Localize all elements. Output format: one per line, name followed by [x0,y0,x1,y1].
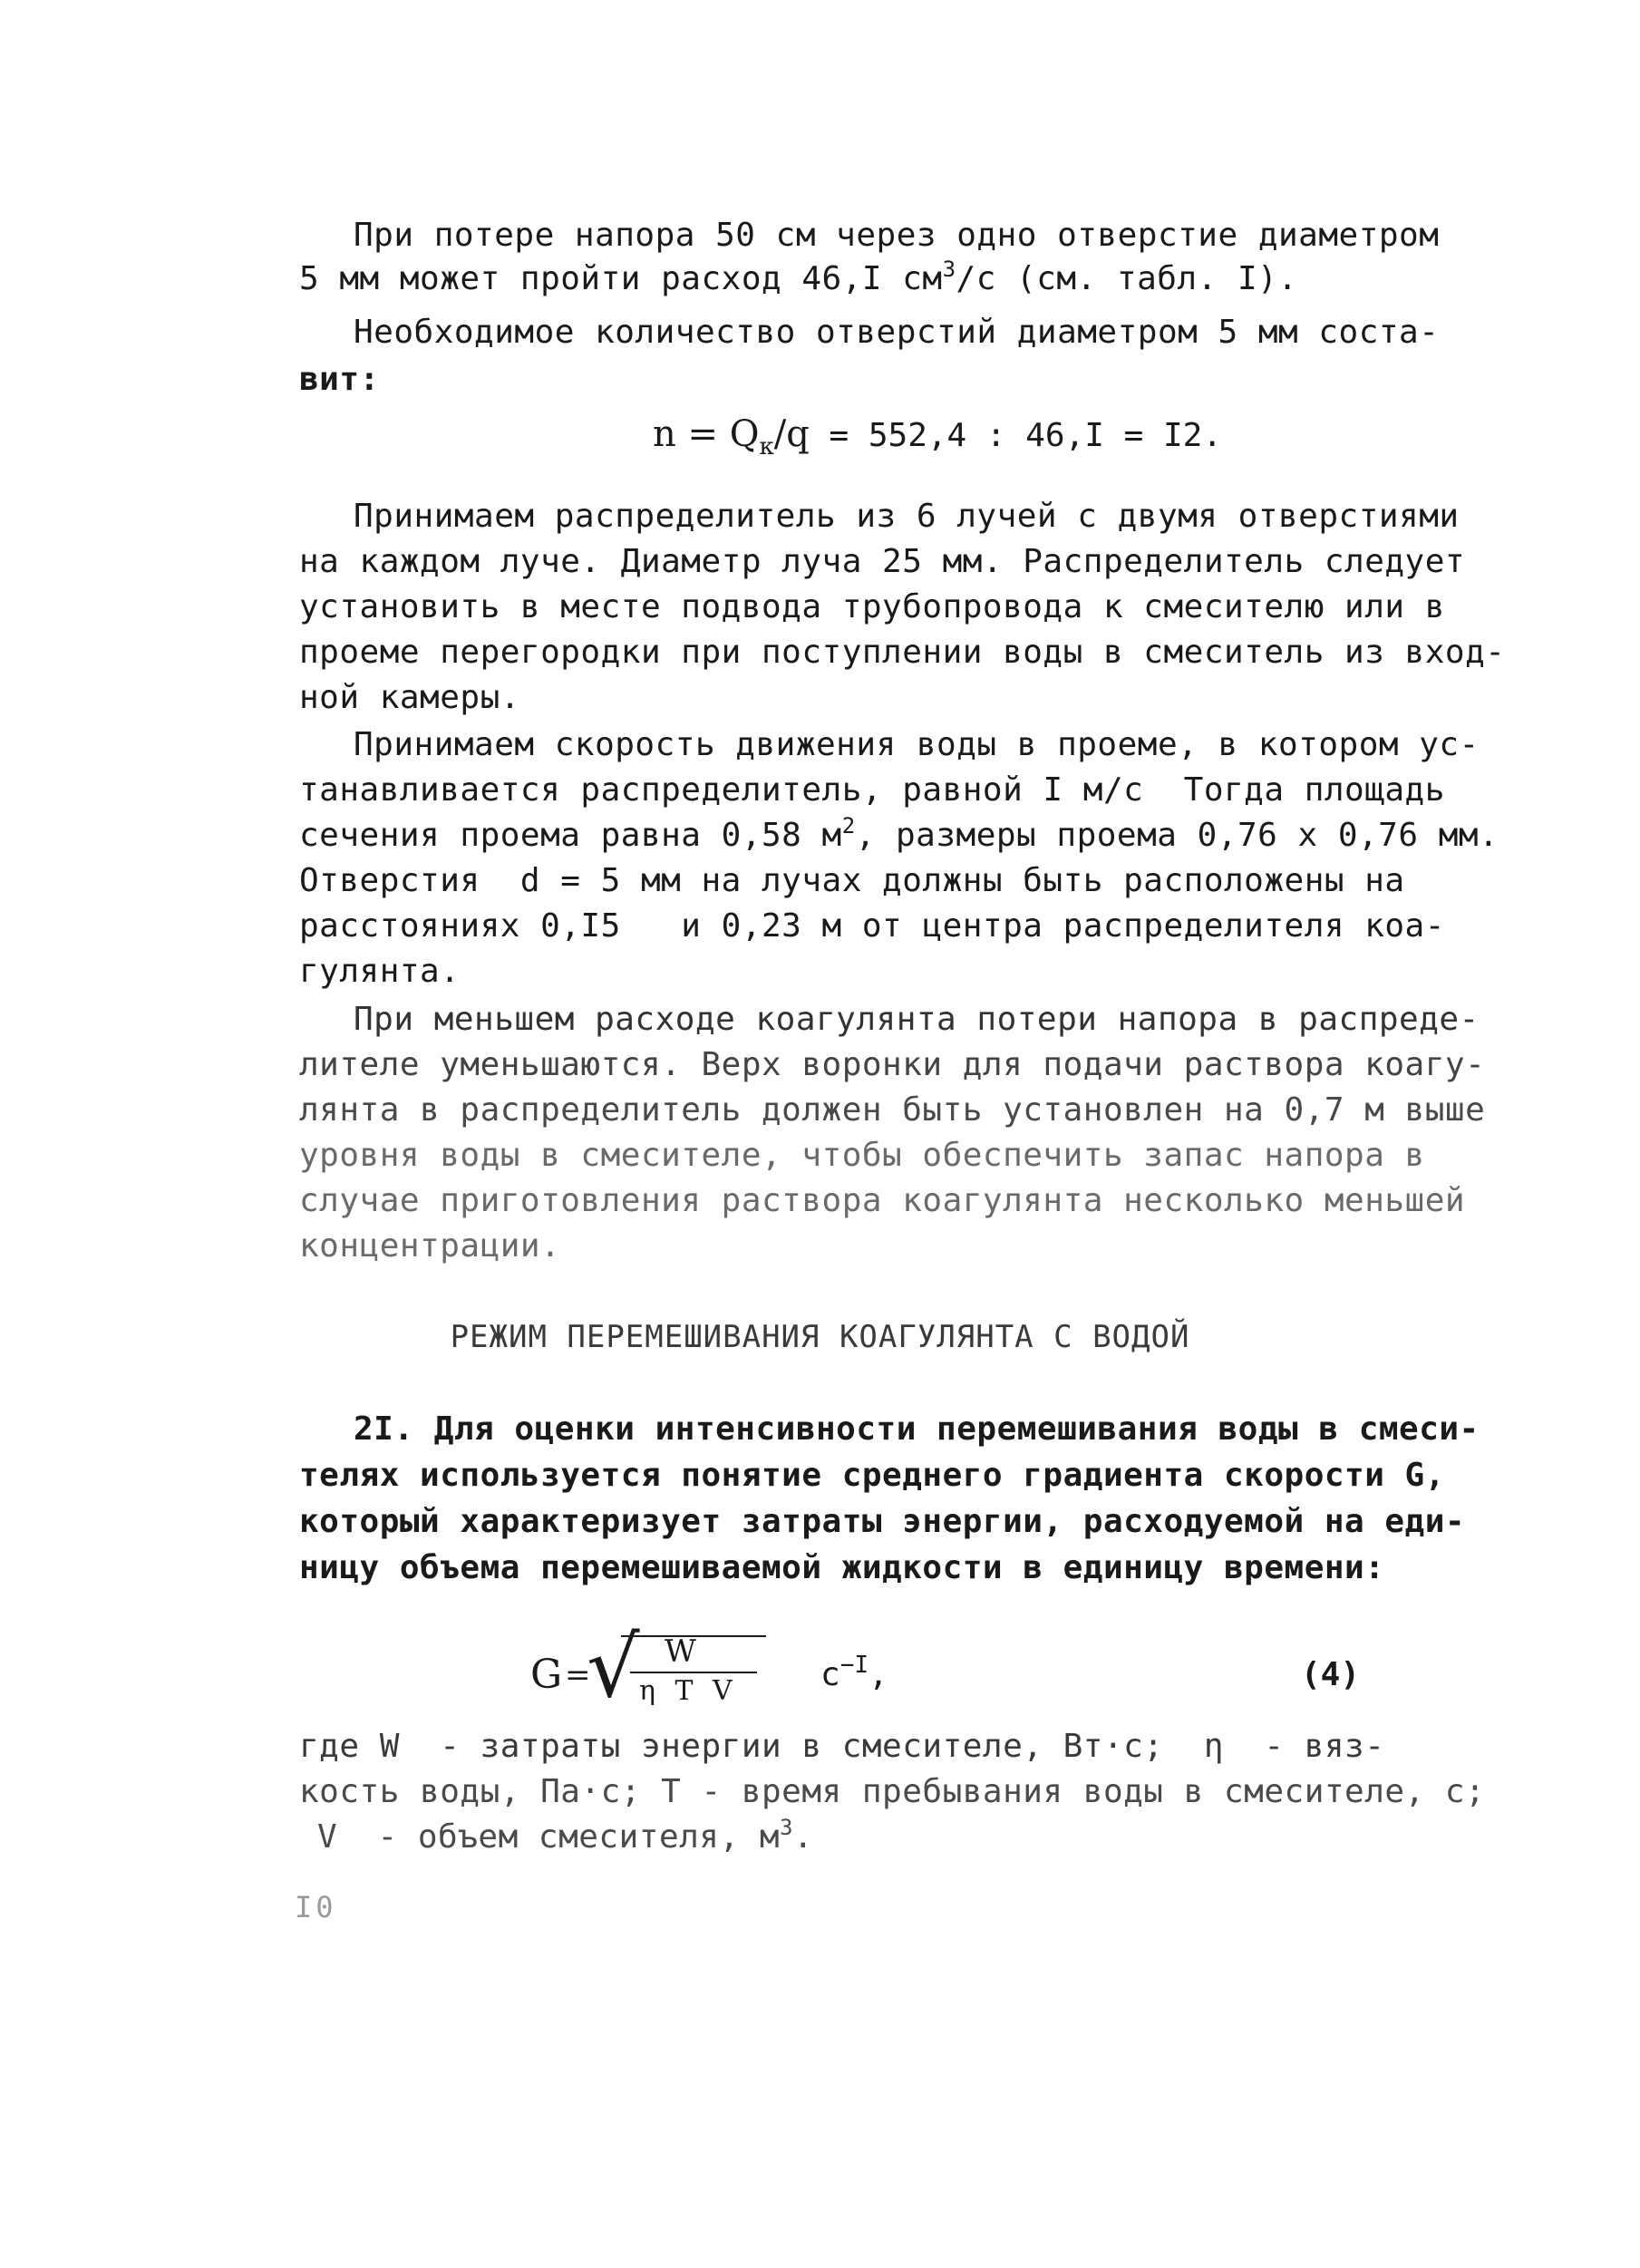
text-fragment: V - объем смесителя, м [317,1818,780,1856]
formula-equals: = [565,1657,591,1693]
text-line: Отверстия d = 5 мм на лучах должны быть расположены на [299,862,1405,899]
formula-rhs: = 552,4 : 46,I = I2. [809,417,1222,454]
text-line: проеме перегородки при поступлении воды в смеситель из вход- [299,634,1506,671]
formula-holes-count [653,412,1222,469]
formula-subscript: к [759,433,774,460]
text-fragment: , размеры проема 0,76 х 0,76 мм. [855,817,1499,854]
text-line [317,1817,813,1857]
text-line: телях используется понятие среднего градиента скорости G, [299,1457,1445,1494]
text-line: расстояниях 0,I5 и 0,23 м от центра распределителя коа- [299,907,1445,945]
text-line: При меньшем расходе коагулянта потери напора в распреде- [354,1001,1480,1038]
text-line: гулянта. [299,953,461,990]
text-line: вит: [299,361,380,398]
text-line: лителе уменьшаются. Верх воронки для подачи раствора коагу- [299,1046,1486,1083]
fraction-bar [630,1672,757,1673]
formula-numerator: W [665,1633,696,1670]
text-fragment: . [792,1818,814,1856]
unit-exponent: −I [839,1652,869,1679]
text-fragment: /с (см. табл. I). [956,260,1298,297]
text-line: уровня воды в смесителе, чтобы обеспечить запас напора в [299,1137,1425,1174]
unit-comma: , [869,1656,888,1693]
superscript: 3 [942,257,956,282]
text-line: кость воды, Па·с; T - время пребывания воды в смесителе, с; [299,1773,1486,1810]
equation-number: (4) [1301,1656,1361,1693]
text-line: При потере напора 50 см через одно отверстие диаметром [354,217,1440,254]
text-line: Принимаем скорость движения воды в проеме, в котором ус- [354,726,1480,763]
text-line: лянта в распределитель должен быть установлен на 0,7 м выше [299,1091,1486,1129]
text-line: на каждом луче. Диаметр луча 25 мм. Распределитель следует [299,543,1466,580]
text-fragment: 5 мм может пройти расход 46,I см [299,260,943,297]
text-line: случае приготовления раствора коагулянта несколько меньшей [299,1182,1466,1219]
page-number: I0 [295,1890,337,1924]
formula-lhs: G [530,1652,563,1698]
text-line: установить в месте подвода трубопровода к смесителю или в [299,588,1445,625]
formula-denominator: η T V [639,1675,738,1707]
text-line: концентрации. [299,1227,561,1265]
text-line: ницу объема перемешиваемой жидкости в единицу времени: [299,1549,1385,1586]
text-line: который характеризует затраты энергии, расходуемой на еди- [299,1503,1466,1540]
superscript: 2 [841,813,856,838]
text-line [299,813,1499,856]
section-heading: РЕЖИМ ПЕРЕМЕШИВАНИЯ КОАГУЛЯНТА С ВОДОЙ [450,1319,1190,1355]
formula-lhs: n = Q [653,413,760,455]
sqrt-sign: √ [587,1619,640,1716]
text-line: Принимаем распределитель из 6 лучей с двумя отверстиями [354,498,1460,535]
text-line: Необходимое количество отверстий диаметром 5 мм соста- [354,314,1440,351]
text-line: ной камеры. [299,679,520,716]
formula-mid: /q [773,413,810,455]
formula-unit [820,1652,888,1695]
unit-base: c [820,1656,840,1693]
text-line: где W - затраты энергии в смесителе, Вт·с; η - вяз- [299,1728,1385,1765]
text-line: 2I. Для оценки интенсивности перемешивания воды в смеси- [354,1410,1480,1448]
formula-velocity-gradient [530,1619,893,1716]
superscript: 3 [780,1815,793,1840]
text-line [299,259,1297,299]
text-line: танавливается распределитель, равной I м/с Тогда площадь [299,771,1445,809]
text-fragment: сечения проема равна 0,58 м [299,817,842,854]
